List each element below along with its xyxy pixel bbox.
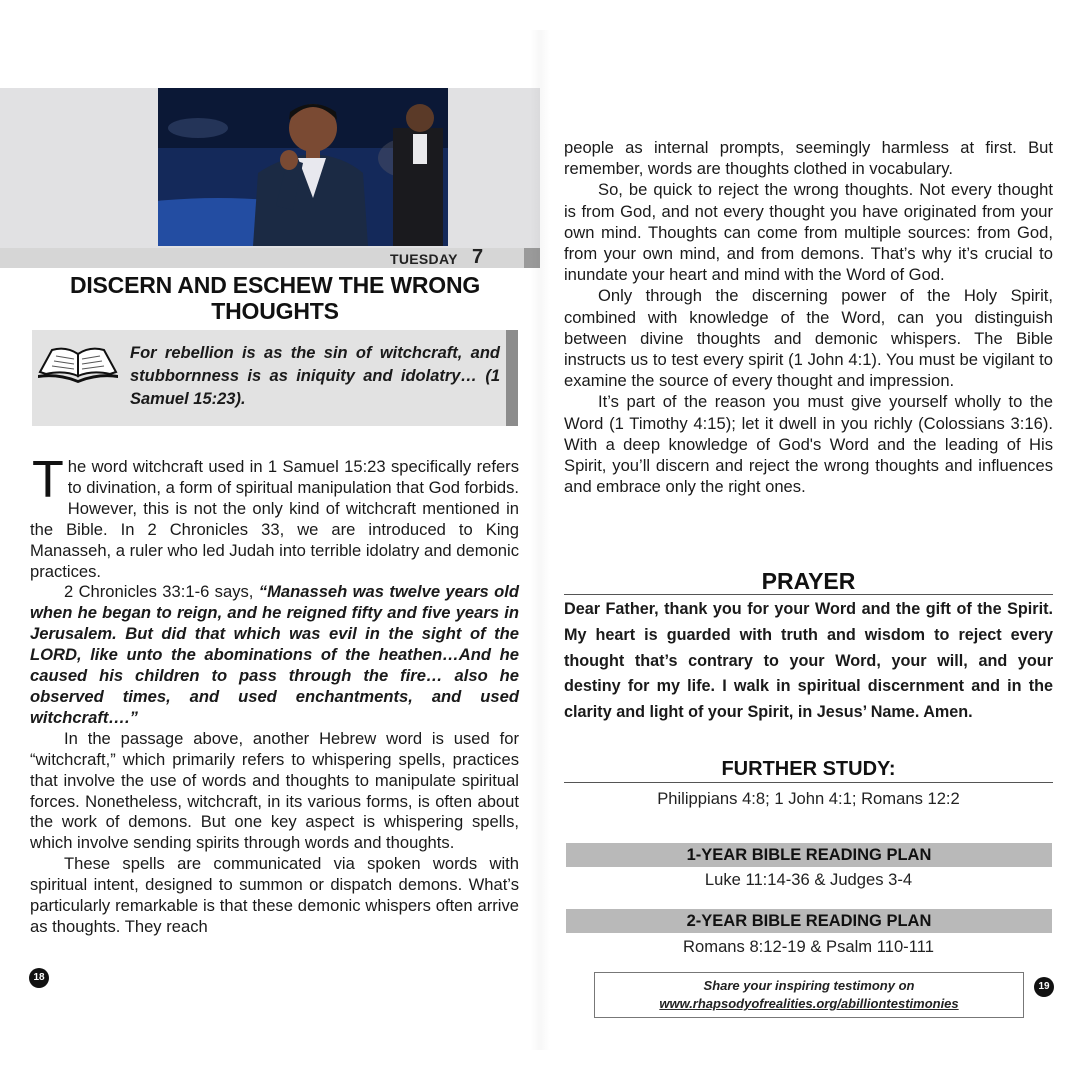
- page-number: 18: [29, 968, 49, 988]
- paragraph-text: he word witchcraft used in 1 Samuel 15:23 specifically refers to divination, a form of spiritual manipulation that God forbids. However, this is not the only kind of witchcraft mentioned in the Bible. In 2 Chronicles 33, we are introduced to King Manasseh, a ruler who led Judah into terrible idolatry and demonic practices.: [30, 457, 519, 581]
- paragraph: people as internal prompts, seemingly harmless at first. But remember, words are thoughts clothed in vocabulary.: [564, 138, 1053, 179]
- day-label: TUESDAY: [390, 251, 458, 267]
- day-bar: [0, 248, 540, 268]
- day-number: 7: [472, 246, 484, 268]
- scripture-quote: “Manasseh was twelve years old when he began to reign, and he reigned fifty and five years in Jerusalem. But did that which was evil in the sight of the LORD, like unto the abominations of the heathen…And he caused his children to pass through the fire… also he observed times, and used enchantments, and used witchcraft….”: [30, 582, 520, 727]
- verse-box-rule: [506, 330, 518, 426]
- reading-plan-2-text: Romans 8:12-19 & Psalm 110-111: [683, 937, 934, 956]
- paragraph: These spells are communicated via spoken words with spiritual intent, designed to summon or dispatch demons. What’s particularly remarkable is that these demonic whispers often arrive as thoughts. They reach: [30, 854, 519, 936]
- drop-cap: T: [32, 451, 64, 509]
- verse-text: For rebellion is as the sin of witchcraft, and stubbornness is as iniquity and idolatry… (1 Samuel 15:23).: [130, 344, 500, 408]
- scripture-reference: 2 Chronicles 33:1-6 says,: [64, 582, 259, 602]
- divider: [564, 594, 1053, 595]
- right-body: [564, 137, 1053, 497]
- speaker-photo: [158, 88, 448, 246]
- paragraph: Only through the discerning power of the Holy Spirit, combined with knowledge of the Word, can you distinguish between divine thoughts and demonic whispers. The Bible instructs us to test every spirit (1 John 4:1). You must be vigilant to examine the source of every thought and impression.: [564, 286, 1053, 391]
- gutter: [530, 30, 550, 1050]
- testimony-link[interactable]: www.rhapsodyofrealities.org/abilliontestimonies: [659, 996, 959, 1011]
- left-body: [30, 451, 520, 938]
- testimony-prompt: Share your inspiring testimony on: [703, 978, 915, 993]
- divider: [564, 782, 1053, 783]
- testimony-box: [594, 972, 1024, 1018]
- page-number: 19: [1034, 977, 1054, 997]
- paragraph: In the passage above, another Hebrew word is used for “witchcraft,” which primarily refers to whispering spells, practices that involve the use of words and thoughts to manipulate spiritual forces. Nonetheless, witchcraft, in its various forms, is often about the work of demons. But one key aspect is whispering spells, which involve sending spirits through words and thoughts.: [30, 728, 519, 853]
- verse-box: [32, 330, 518, 426]
- paragraph: [30, 451, 519, 582]
- further-study-text: Philippians 4:8; 1 John 4:1; Romans 12:2: [657, 789, 960, 808]
- prayer-text: Dear Father, thank you for your Word and the gift of the Spirit. My heart is guarded with truth and wisdom to reject every thought that’s contrary to your Word, your will, and your destiny for my life. I walk in spiritual discernment and in the clarity and light of your Spirit, in Jesus’ Name. Amen.: [564, 600, 1053, 722]
- reading-plan-1-text: Luke 11:14-36 & Judges 3-4: [704, 870, 913, 889]
- paragraph: It’s part of the reason you must give yourself wholly to the Word (1 Timothy 4:15); let it dwell in you richly (Colossians 3:16). With a deep knowledge of God's Word and the leading of His Spirit, you’ll discern and reject the wrong thoughts and influences and embrace only the right ones.: [564, 392, 1053, 497]
- paragraph: [30, 582, 519, 728]
- paragraph: So, be quick to reject the wrong thoughts. Not every thought is from God, and not every thought you have originated from your own mind. Thoughts can come from multiple sources: from God, from your own mind, and from demons. That’s why it’s crucial to inundate your heart and mind with the Word of God.: [564, 180, 1053, 285]
- devotional-title: DISCERN AND ESCHEW THE WRONG THOUGHTS: [69, 272, 481, 324]
- reading-plan-2-heading: 2-YEAR BIBLE READING PLAN: [566, 909, 1052, 933]
- open-book-icon: [36, 342, 120, 384]
- prayer-heading: PRAYER: [761, 568, 856, 594]
- further-study-heading: FURTHER STUDY:: [721, 758, 896, 780]
- reading-plan-1-heading: 1-YEAR BIBLE READING PLAN: [566, 843, 1052, 867]
